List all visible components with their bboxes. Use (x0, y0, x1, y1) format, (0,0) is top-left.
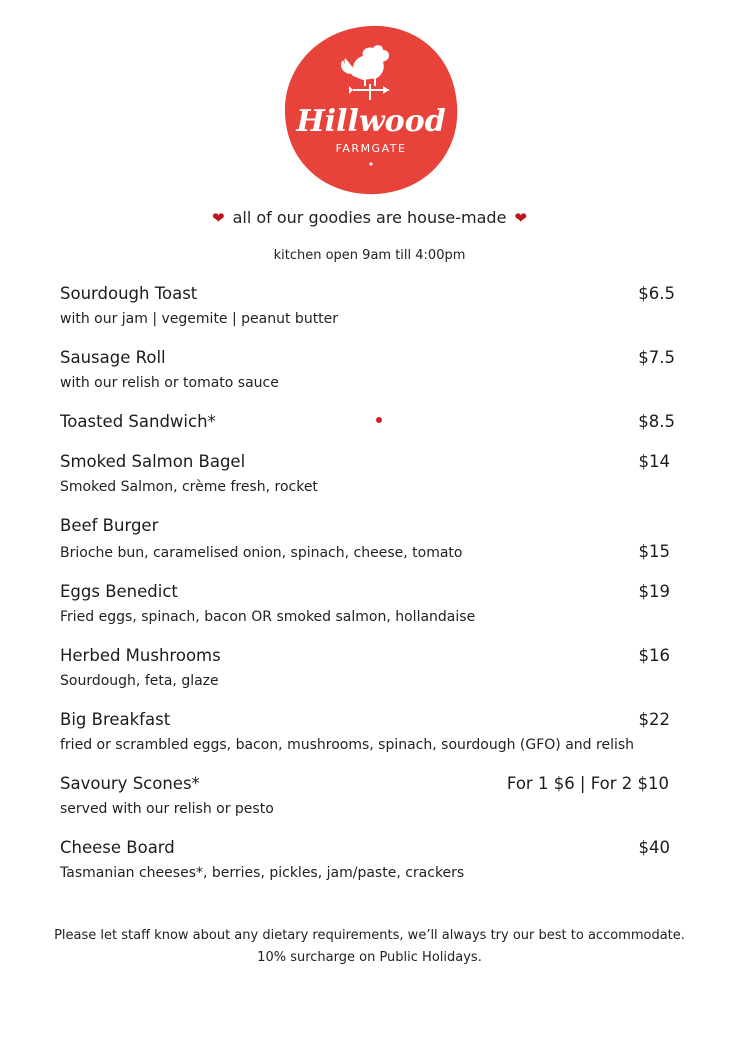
item-description: Sourdough, feta, glaze (60, 673, 219, 689)
kitchen-hours: kitchen open 9am till 4:00pm (273, 248, 466, 263)
item-description: with our jam | vegemite | peanut butter (60, 311, 339, 327)
heart-icon: ❤ (514, 209, 527, 227)
tagline-text: all of our goodies are house-made (232, 208, 507, 227)
item-price: $40 (638, 838, 670, 857)
item-price: $6.5 (638, 284, 675, 303)
logo-name: Hillwood (296, 104, 446, 139)
item-description: fried or scrambled eggs, bacon, mushrooms, spinach, sourdough (GFO) and relish (60, 737, 635, 753)
item-name: Smoked Salmon Bagel (60, 452, 246, 471)
logo-subtitle: FARMGATE (335, 142, 407, 155)
item-price: $15 (638, 542, 670, 561)
item-description: Tasmanian cheeses*, berries, pickles, jam/paste, crackers (60, 865, 465, 881)
item-name: Eggs Benedict (60, 582, 178, 601)
item-name: Toasted Sandwich* (60, 412, 216, 431)
item-price: $7.5 (638, 348, 675, 367)
item-price: $16 (638, 646, 670, 665)
item-description: with our relish or tomato sauce (60, 375, 279, 391)
heart-icon: ❤ (211, 209, 225, 227)
item-description: Brioche bun, caramelised onion, spinach, cheese, tomato (60, 545, 463, 561)
item-name: Big Breakfast (60, 710, 171, 729)
dietary-note: Please let staff know about any dietary requirements, we’ll always try our best to accommodate. (54, 928, 685, 943)
item-name: Sourdough Toast (60, 284, 198, 303)
hillwood-logo (283, 24, 459, 196)
item-description: served with our relish or pesto (60, 801, 274, 817)
item-price: $14 (638, 452, 670, 471)
item-name: Beef Burger (60, 516, 159, 535)
item-price: For 1 $6 | For 2 $10 (506, 774, 669, 793)
item-price: $8.5 (638, 412, 675, 431)
surcharge-note: 10% surcharge on Public Holidays. (257, 950, 482, 965)
item-description: Smoked Salmon, crème fresh, rocket (60, 479, 318, 495)
item-name: Sausage Roll (60, 348, 166, 367)
item-description: Fried eggs, spinach, bacon OR smoked salmon, hollandaise (60, 609, 476, 625)
item-price: $22 (638, 710, 670, 729)
item-price: $19 (638, 582, 670, 601)
decorative-dot (376, 417, 382, 423)
item-name: Herbed Mushrooms (60, 646, 221, 665)
tagline (0, 208, 739, 227)
item-name: Cheese Board (60, 838, 175, 857)
item-name: Savoury Scones* (60, 774, 200, 793)
